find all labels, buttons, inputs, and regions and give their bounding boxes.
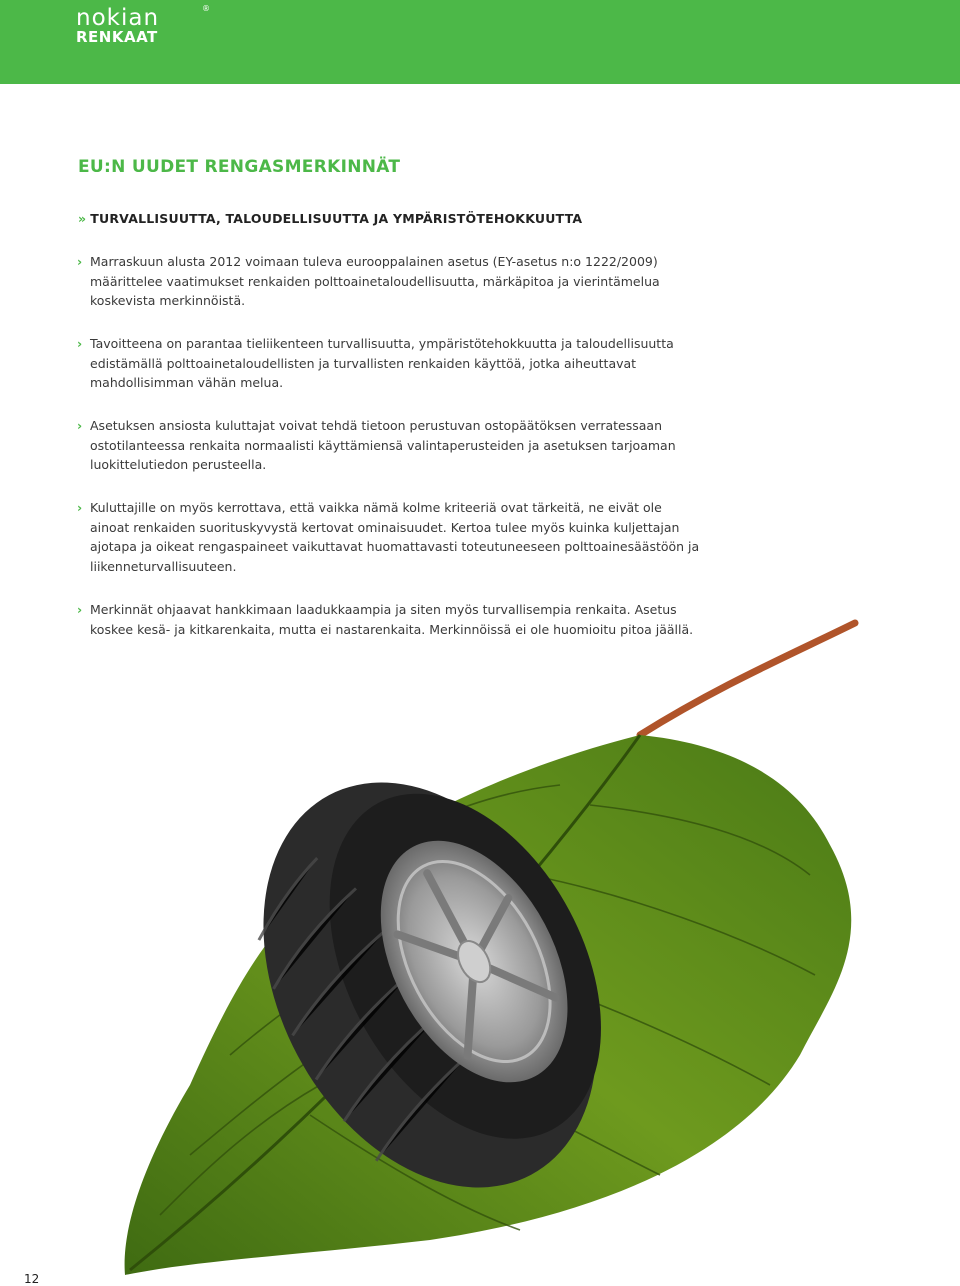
subtitle-text: TURVALLISUUTTA, TALOUDELLISUUTTA JA YMPÄRISTÖTEHOKKUUTTA [90,211,583,226]
paragraph-text: Kuluttajille on myös kerrottava, että vaikka nämä kolme kriteeriä ovat tärkeitä, ne eivät ole ainoat renkaiden suorituskyvystä kertovat ominaisuudet. Kertoa tulee myös kuinka kuljettajan ajotapa ja oikeat rengaspaineet vaikuttavat huomattavasti toteutuneeseen polttoainesäästöön ja liikenneturvallisuuteen. [90,500,700,574]
paragraph-text: Tavoitteena on parantaa tieliikenteen turvallisuutta, ympäristötehokkuutta ja taloudellisuutta edistämällä polttoainetaloudellisten ja turvallisten renkaiden käyttöä, jotka aiheuttavat mahdollisimman vähän melua. [90,336,674,390]
chevron-icon: › [77,418,83,433]
paragraph-3 [77,416,700,475]
double-chevron-icon: » [78,211,87,226]
paragraph-text: Merkinnät ohjaavat hankkimaan laadukkaampia ja siten myös turvallisempia renkaita. Asetus koskee kesä- ja kitkarenkaita, mutta ei nastarenkaita. Merkinnöissä ei ole huomioitu pitoa jäällä. [90,602,694,637]
paragraph-1 [77,252,700,311]
chevron-icon: › [77,602,83,617]
nokian-logo[interactable] [76,4,210,46]
page-number: 12 [24,1272,40,1286]
chevron-icon: › [77,336,83,351]
paragraph-text: Marraskuun alusta 2012 voimaan tuleva eurooppalainen asetus (EY-asetus n:o 1222/2009) määrittelee vaatimukset renkaiden polttoainetaloudellisuutta, märkäpitoa ja vierintämelua koskevista merkinnöistä. [90,254,660,308]
chevron-icon: › [77,254,83,269]
registered-mark: ® [202,4,210,13]
logo-wordmark: nokian [76,5,160,31]
leaf-stem [640,623,855,735]
section-subtitle [78,211,582,226]
paragraph-4 [77,498,700,576]
header-bar [0,0,960,84]
logo-subtext: RENKAAT [76,28,158,46]
paragraph-text: Asetuksen ansiosta kuluttajat voivat tehdä tietoon perustuvan ostopäätöksen verratessaan ostotilanteessa renkaita normaalisti käyttämiensä valintaperusteiden ja asetuksen tarjoaman luokittelutiedon perusteella. [90,418,676,472]
paragraph-2 [77,334,700,393]
page-title: EU:N UUDET RENGASMERKINNÄT [78,157,401,177]
chevron-icon: › [77,500,83,515]
leaf-tire-illustration [0,615,960,1275]
